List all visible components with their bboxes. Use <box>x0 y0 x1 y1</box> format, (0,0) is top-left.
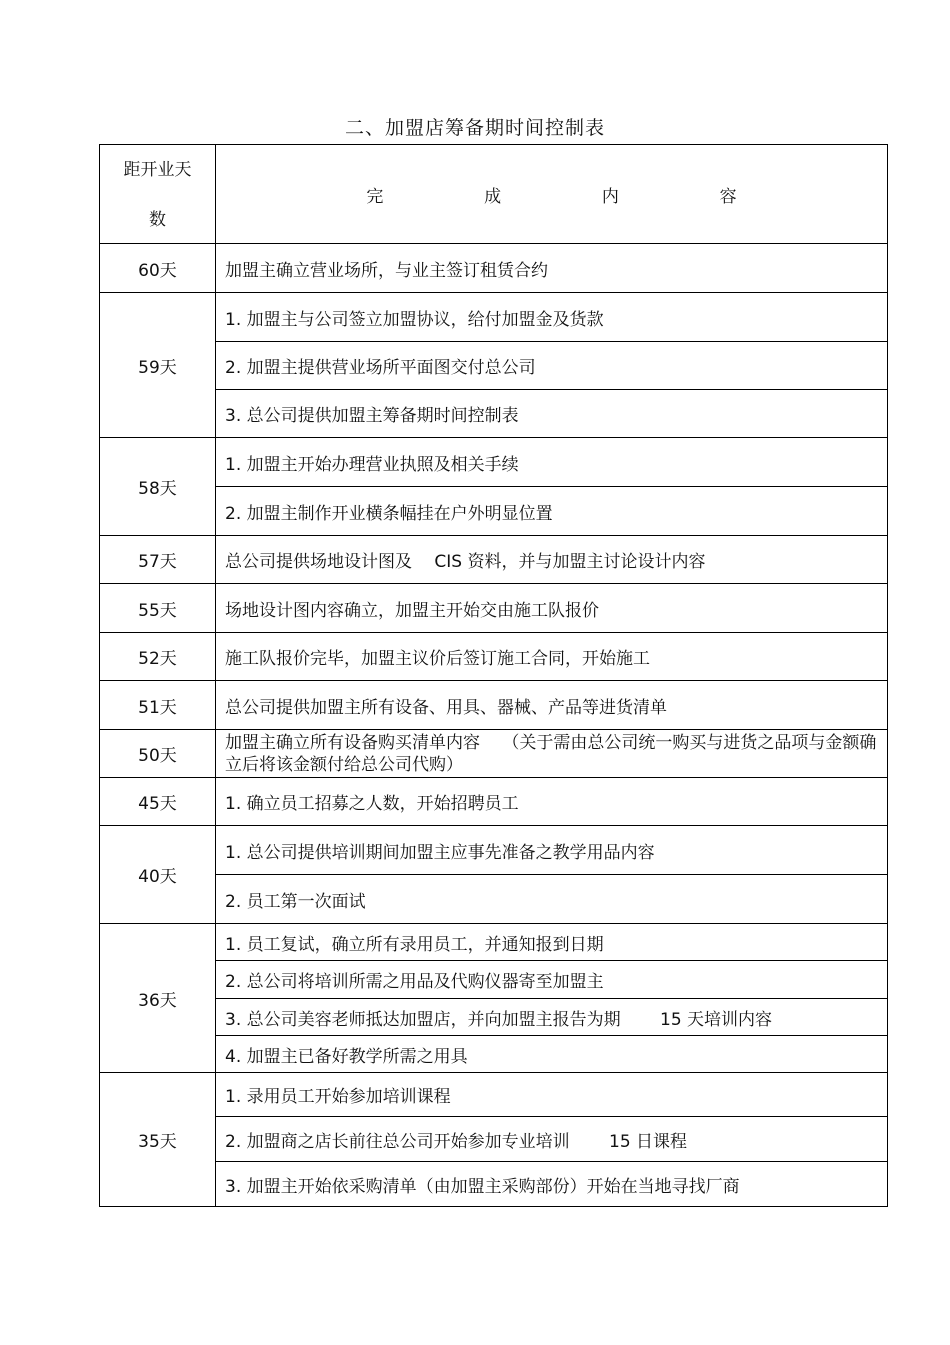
day-cell: 36天 <box>100 924 216 1073</box>
task-cell: 1. 录用员工开始参加培训课程 <box>216 1073 888 1117</box>
task-cell: 1. 确立员工招募之人数，开始招聘员工 <box>216 778 888 826</box>
day-cell: 55天 <box>100 584 216 633</box>
content-column-header <box>216 145 888 244</box>
table-row <box>100 924 888 961</box>
table-row <box>100 1073 888 1117</box>
table-row <box>100 681 888 730</box>
task-cell: 4. 加盟主已备好教学所需之用具 <box>216 1036 888 1073</box>
task-cell: 3. 加盟主开始依采购清单（由加盟主采购部份）开始在当地寻找厂商 <box>216 1162 888 1207</box>
task-cell: 1. 员工复试，确立所有录用员工，并通知报到日期 <box>216 924 888 961</box>
day-cell: 40天 <box>100 826 216 924</box>
content-header-char: 容 <box>719 186 737 207</box>
content-header-char: 内 <box>601 186 619 207</box>
table-row <box>100 633 888 681</box>
day-cell: 52天 <box>100 633 216 681</box>
table-row <box>100 961 888 999</box>
task-cell: 加盟主确立营业场所，与业主签订租赁合约 <box>216 244 888 293</box>
table-row <box>100 875 888 924</box>
table-row <box>100 730 888 778</box>
task-cell: 1. 总公司提供培训期间加盟主应事先准备之教学用品内容 <box>216 826 888 875</box>
table-row <box>100 342 888 390</box>
table-row <box>100 778 888 826</box>
task-cell: 加盟主确立所有设备购买清单内容 （关于需由总公司统一购买与进货之品项与金额确立后将该金额付给总公司代购） <box>216 730 888 778</box>
day-cell: 58天 <box>100 438 216 536</box>
task-cell: 2. 加盟主提供营业场所平面图交付总公司 <box>216 342 888 390</box>
schedule-table <box>99 144 888 1207</box>
day-cell: 60天 <box>100 244 216 293</box>
table-row <box>100 487 888 536</box>
task-cell: 3. 总公司美容老师抵达加盟店，并向加盟主报告为期 15 天培训内容 <box>216 999 888 1036</box>
table-header-row <box>100 145 888 244</box>
day-cell: 59天 <box>100 293 216 438</box>
task-cell: 场地设计图内容确立，加盟主开始交由施工队报价 <box>216 584 888 633</box>
day-cell: 51天 <box>100 681 216 730</box>
table-row <box>100 826 888 875</box>
content-header-char: 完 <box>366 186 384 207</box>
task-cell: 2. 总公司将培训所需之用品及代购仪器寄至加盟主 <box>216 961 888 999</box>
day-cell: 57天 <box>100 536 216 584</box>
table-row <box>100 584 888 633</box>
table-row <box>100 1036 888 1073</box>
task-cell: 总公司提供场地设计图及 CIS 资料，并与加盟主讨论设计内容 <box>216 536 888 584</box>
task-cell: 2. 加盟商之店长前往总公司开始参加专业培训 15 日课程 <box>216 1117 888 1162</box>
days-column-header <box>100 145 216 244</box>
task-cell: 2. 员工第一次面试 <box>216 875 888 924</box>
table-row <box>100 244 888 293</box>
task-cell: 2. 加盟主制作开业横条幅挂在户外明显位置 <box>216 487 888 536</box>
task-cell: 施工队报价完毕，加盟主议价后签订施工合同，开始施工 <box>216 633 888 681</box>
days-header-line1: 距开业天 <box>123 160 192 180</box>
table-row <box>100 1162 888 1207</box>
content-header-char: 成 <box>484 186 502 207</box>
day-cell: 50天 <box>100 730 216 778</box>
table-row <box>100 293 888 342</box>
days-header-line2: 数 <box>149 210 166 230</box>
task-cell: 1. 加盟主与公司签立加盟协议，给付加盟金及货款 <box>216 293 888 342</box>
table-row <box>100 999 888 1036</box>
task-cell: 3. 总公司提供加盟主筹备期时间控制表 <box>216 390 888 438</box>
day-cell: 35天 <box>100 1073 216 1207</box>
task-cell: 1. 加盟主开始办理营业执照及相关手续 <box>216 438 888 487</box>
table-row <box>100 438 888 487</box>
table-row <box>100 536 888 584</box>
table-row <box>100 390 888 438</box>
page-title: 二、加盟店筹备期时间控制表 <box>344 117 605 139</box>
table-row <box>100 1117 888 1162</box>
day-cell: 45天 <box>100 778 216 826</box>
task-cell: 总公司提供加盟主所有设备、用具、器械、产品等进货清单 <box>216 681 888 730</box>
